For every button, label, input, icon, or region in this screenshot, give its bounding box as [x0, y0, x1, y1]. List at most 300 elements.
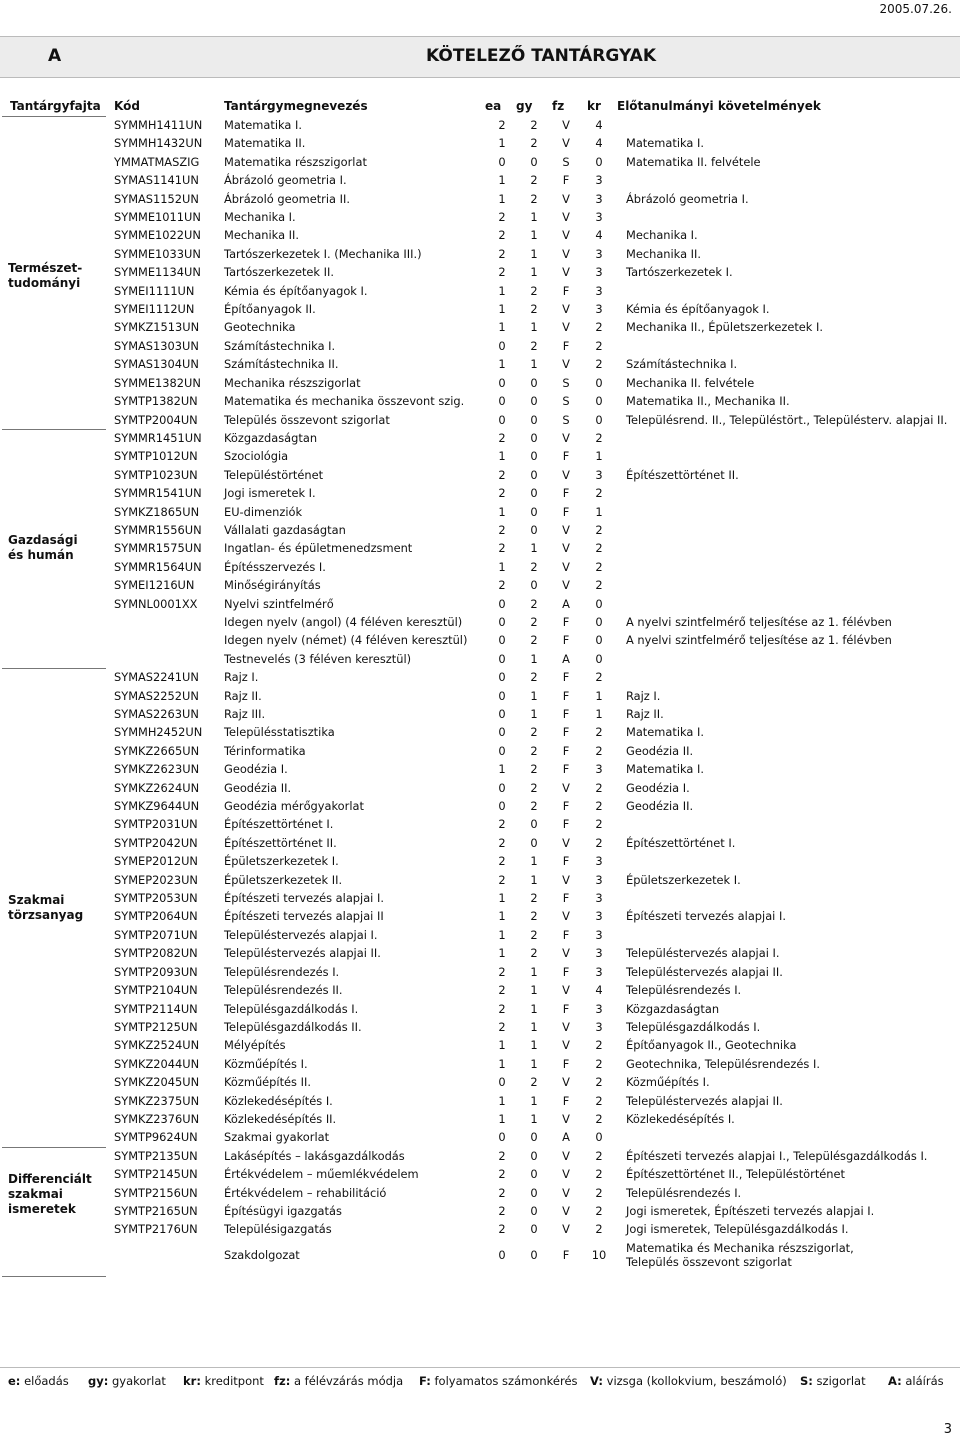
group-szakmai-torzsanyag — [2, 668, 106, 1148]
table-row — [110, 1165, 951, 1183]
cell-gy: 0 — [530, 1247, 538, 1262]
table-row — [110, 374, 951, 392]
cell-fz: F — [562, 670, 570, 685]
cell-pre: Rajz II. — [626, 707, 664, 721]
cell-ea: 2 — [498, 854, 506, 869]
table-row — [110, 429, 951, 447]
cell-fz: S — [562, 375, 570, 390]
table-row — [110, 1202, 951, 1220]
cell-ea: 1 — [498, 302, 506, 317]
cell-pre — [616, 171, 951, 189]
cell-gy: 0 — [530, 1130, 538, 1145]
cell-kr: 3 — [595, 265, 603, 280]
table-row — [110, 300, 951, 318]
table-row — [110, 1018, 951, 1036]
cell-kr: 2 — [595, 835, 603, 850]
cell-ea: 2 — [498, 1148, 506, 1163]
legend-item: S: szigorlat — [800, 1374, 866, 1388]
cell-ea: 1 — [498, 927, 506, 942]
table-row — [110, 447, 951, 465]
cell-kr: 0 — [595, 651, 603, 666]
cell-code: SYMMH2452UN — [114, 725, 203, 740]
cell-ea: 0 — [498, 670, 506, 685]
cell-fz: V — [562, 541, 570, 556]
cell-pre: Matematika és Mechanika részszigorlat, Település összevont szigorlat — [626, 1240, 854, 1269]
cell-name: Közműépítés II. — [224, 1075, 311, 1090]
cell-fz: V — [562, 1167, 570, 1182]
cell-code: SYMEP2012UN — [114, 854, 198, 869]
group-termeszettudomanyi — [2, 116, 106, 430]
cell-gy: 0 — [530, 1167, 538, 1182]
group-gazdasagi-humán — [2, 429, 106, 669]
cell-ea: 2 — [498, 817, 506, 832]
cell-kr: 0 — [595, 614, 603, 629]
cell-code: SYMMH1432UN — [114, 136, 203, 151]
cell-gy: 0 — [530, 578, 538, 593]
cell-name: Mechanika I. — [224, 210, 296, 225]
cell-ea: 1 — [498, 891, 506, 906]
cell-name: Rajz III. — [224, 707, 266, 721]
cell-gy: 0 — [530, 835, 538, 850]
cell-ea: 0 — [498, 651, 506, 666]
cell-ea: 1 — [498, 191, 506, 206]
cell-ea: 1 — [498, 449, 506, 464]
cell-pre: Településtervezés alapjai I. — [626, 946, 780, 961]
group-differencialt — [2, 1147, 106, 1277]
cell-gy: 2 — [530, 559, 538, 574]
cell-pre: Mechanika I. — [626, 228, 698, 243]
cell-name: Településrendezés II. — [224, 983, 343, 998]
cell-code: SYMMH1411UN — [114, 118, 203, 132]
cell-code: YMMATMASZIG — [114, 154, 200, 169]
cell-kr: 0 — [595, 154, 603, 169]
cell-gy: 0 — [530, 154, 538, 169]
cell-ea: 2 — [498, 265, 506, 280]
cell-code: SYMMR1556UN — [114, 522, 202, 537]
cell-gy: 1 — [530, 872, 538, 887]
table-row — [110, 889, 951, 907]
cell-gy: 1 — [530, 964, 538, 979]
cell-ea: 2 — [498, 835, 506, 850]
table-row — [110, 1110, 951, 1128]
table-row — [110, 355, 951, 373]
table-row — [110, 1239, 951, 1271]
table-row — [110, 852, 951, 870]
cell-name: Közlekedésépítés I. — [224, 1093, 333, 1108]
page-number: 3 — [943, 1422, 952, 1437]
cell-kr: 1 — [595, 707, 603, 721]
cell-kr: 3 — [595, 191, 603, 206]
cell-name: Településigazgatás — [224, 1222, 332, 1237]
cell-ea: 2 — [498, 872, 506, 887]
cell-name: Mechanika II. — [224, 228, 300, 243]
cell-kr: 2 — [595, 1111, 603, 1126]
cell-fz: F — [562, 173, 570, 188]
cell-pre: Mechanika II. — [626, 246, 702, 261]
cell-gy: 2 — [530, 891, 538, 906]
cell-ea: 1 — [498, 173, 506, 188]
cell-gy: 0 — [530, 1185, 538, 1200]
cell-ea: 2 — [498, 1203, 506, 1218]
cell-ea: 0 — [498, 688, 506, 703]
cell-ea: 0 — [498, 633, 506, 648]
cell-gy: 2 — [530, 633, 538, 648]
cell-fz: V — [562, 1185, 570, 1200]
cell-code: SYMKZ2624UN — [114, 780, 200, 795]
cell-gy: 0 — [530, 486, 538, 501]
cell-kr: 2 — [595, 1148, 603, 1163]
cell-pre: A nyelvi szintfelmérő teljesítése az 1. félévben — [626, 633, 892, 648]
cell-ea: 0 — [498, 725, 506, 740]
cell-fz: V — [562, 136, 570, 151]
cell-name: Geodézia II. — [224, 780, 292, 795]
cell-pre — [616, 852, 951, 870]
cell-fz: F — [562, 927, 570, 942]
group-label: Gazdasági és humán — [8, 533, 78, 562]
cell-pre: Rajz I. — [626, 688, 661, 703]
cell-kr: 2 — [595, 743, 603, 758]
cell-code: SYMKZ2375UN — [114, 1093, 200, 1108]
cell-gy: 1 — [530, 854, 538, 869]
cell-kr: 2 — [595, 320, 603, 335]
cell-code: SYMAS1141UN — [114, 173, 199, 188]
table-row — [110, 411, 951, 429]
table-row — [110, 558, 951, 576]
cell-kr: 2 — [595, 1093, 603, 1108]
cell-code: SYMEP2023UN — [114, 872, 198, 887]
cell-code: SYMTP1012UN — [114, 449, 198, 464]
cell-kr: 2 — [595, 1075, 603, 1090]
cell-gy: 2 — [530, 725, 538, 740]
cell-kr: 2 — [595, 817, 603, 832]
cell-name: Ábrázoló geometria I. — [224, 173, 347, 188]
cell-fz: F — [562, 614, 570, 629]
cell-pre: Geodézia I. — [626, 780, 690, 795]
title-bar — [0, 36, 960, 78]
cell-ea: 2 — [498, 1001, 506, 1016]
cell-fz: V — [562, 228, 570, 243]
cell-ea: 2 — [498, 228, 506, 243]
cell-ea: 1 — [498, 504, 506, 519]
cell-pre — [616, 282, 951, 300]
cell-pre: Építészeti tervezés alapjai I. — [626, 909, 786, 924]
cell-ea: 1 — [498, 283, 506, 298]
cell-pre: Jogi ismeretek, Településgazdálkodás I. — [626, 1222, 849, 1237]
cell-gy: 1 — [530, 707, 538, 721]
cell-fz: S — [562, 412, 570, 427]
cell-fz: V — [562, 1222, 570, 1237]
table-row — [110, 153, 951, 171]
cell-name: Matematika részszigorlat — [224, 154, 367, 169]
cell-fz: V — [562, 983, 570, 998]
cell-kr: 2 — [595, 559, 603, 574]
cell-name: Építészettörténet I. — [224, 817, 334, 832]
cell-kr: 0 — [595, 633, 603, 648]
cell-name: Településtervezés alapjai II. — [224, 946, 381, 961]
cell-name: Nyelvi szintfelmérő — [224, 596, 334, 611]
cell-code: SYMKZ1865UN — [114, 504, 200, 519]
cell-fz: F — [562, 1247, 570, 1262]
cell-code: SYMKZ2044UN — [114, 1056, 200, 1071]
cell-fz: F — [562, 1001, 570, 1016]
header-kod: Kód — [114, 99, 140, 113]
cell-code: SYMTP2042UN — [114, 835, 198, 850]
cell-fz: F — [562, 688, 570, 703]
table-row — [110, 1000, 951, 1018]
cell-fz: V — [562, 1038, 570, 1053]
cell-code: SYMME1134UN — [114, 265, 201, 280]
cell-gy: 2 — [530, 118, 538, 132]
cell-code: SYMAS1304UN — [114, 357, 199, 372]
cell-kr: 3 — [595, 467, 603, 482]
table-row — [110, 282, 951, 300]
cell-pre: Matematika II., Mechanika II. — [626, 394, 790, 409]
cell-fz: F — [562, 486, 570, 501]
cell-code: SYMMR1564UN — [114, 559, 202, 574]
cell-code: SYMTP2165UN — [114, 1203, 198, 1218]
cell-kr: 2 — [595, 357, 603, 372]
cell-kr: 0 — [595, 394, 603, 409]
table-row — [110, 1128, 951, 1146]
table-row — [110, 779, 951, 797]
cell-code: SYMKZ2524UN — [114, 1038, 200, 1053]
table-row — [110, 1036, 951, 1054]
header-fz: fz — [552, 99, 565, 113]
table-row — [110, 190, 951, 208]
cell-kr: 2 — [595, 1222, 603, 1237]
cell-gy: 0 — [530, 1222, 538, 1237]
cell-gy: 2 — [530, 909, 538, 924]
cell-pre — [616, 521, 951, 539]
cell-kr: 3 — [595, 872, 603, 887]
cell-pre: Építészettörténet I. — [626, 835, 736, 850]
cell-gy: 0 — [530, 394, 538, 409]
cell-gy: 2 — [530, 596, 538, 611]
cell-pre — [616, 668, 951, 686]
header-elo: Előtanulmányi követelmények — [617, 99, 821, 113]
cell-code: SYMAS2241UN — [114, 670, 199, 685]
cell-gy: 1 — [530, 1111, 538, 1126]
document-date: 2005.07.26. — [879, 2, 952, 16]
cell-name: Tartószerkezetek I. (Mechanika III.) — [224, 246, 422, 261]
cell-fz: V — [562, 578, 570, 593]
cell-kr: 1 — [595, 688, 603, 703]
table-row — [110, 834, 951, 852]
cell-gy: 1 — [530, 983, 538, 998]
cell-name: Épületszerkezetek I. — [224, 854, 339, 869]
cell-fz: F — [562, 707, 570, 721]
table-row — [110, 742, 951, 760]
course-table — [110, 116, 951, 1271]
cell-code — [110, 650, 220, 668]
group-label: Természet- tudományi — [8, 261, 83, 290]
cell-pre — [616, 539, 951, 557]
cell-pre — [616, 337, 951, 355]
cell-ea: 0 — [498, 1075, 506, 1090]
cell-fz: A — [562, 1130, 570, 1145]
cell-pre: Matematika II. felvétele — [626, 154, 761, 169]
cell-kr: 3 — [595, 173, 603, 188]
cell-pre: Ábrázoló geometria I. — [626, 191, 749, 206]
cell-ea: 2 — [498, 522, 506, 537]
cell-pre — [616, 815, 951, 833]
table-row — [110, 944, 951, 962]
group-label: Differenciált szakmai ismeretek — [8, 1172, 92, 1216]
cell-ea: 1 — [498, 762, 506, 777]
cell-kr: 0 — [595, 412, 603, 427]
cell-pre — [616, 650, 951, 668]
cell-pre: Matematika I. — [626, 136, 704, 151]
cell-fz: V — [562, 522, 570, 537]
cell-name: Minőségirányítás — [224, 578, 321, 593]
cell-kr: 4 — [595, 983, 603, 998]
cell-kr: 2 — [595, 725, 603, 740]
cell-pre: Épületszerkezetek I. — [626, 872, 741, 887]
cell-kr: 2 — [595, 338, 603, 353]
cell-kr: 0 — [595, 596, 603, 611]
table-row — [110, 1147, 951, 1165]
cell-kr: 1 — [595, 504, 603, 519]
cell-name: Értékvédelem – rehabilitáció — [224, 1185, 387, 1200]
cell-pre: Közgazdaságtan — [626, 1001, 720, 1016]
cell-ea: 0 — [498, 154, 506, 169]
cell-gy: 2 — [530, 670, 538, 685]
cell-code: SYMAS1152UN — [114, 191, 199, 206]
table-row — [110, 337, 951, 355]
cell-kr: 2 — [595, 430, 603, 445]
cell-fz: F — [562, 1056, 570, 1071]
cell-code: SYMMR1541UN — [114, 486, 202, 501]
cell-name: Matematika és mechanika összevont szig. — [224, 394, 465, 409]
cell-fz: F — [562, 762, 570, 777]
cell-pre — [616, 576, 951, 594]
cell-gy: 2 — [530, 614, 538, 629]
cell-gy: 1 — [530, 228, 538, 243]
cell-code: SYMTP2104UN — [114, 983, 198, 998]
cell-name: Építőanyagok II. — [224, 302, 316, 317]
cell-code: SYMEI1111UN — [114, 283, 195, 298]
cell-ea: 1 — [498, 909, 506, 924]
cell-name: Testnevelés (3 féléven keresztül) — [224, 651, 412, 666]
cell-ea: 0 — [498, 596, 506, 611]
header-kr: kr — [587, 99, 601, 113]
cell-name: Számítástechnika II. — [224, 357, 339, 372]
cell-gy: 1 — [530, 1093, 538, 1108]
cell-pre: Mechanika II. felvétele — [626, 375, 755, 390]
table-row — [110, 466, 951, 484]
cell-name: Mélyépítés — [224, 1038, 286, 1053]
cell-name: Szakdolgozat — [224, 1247, 300, 1262]
cell-ea: 1 — [498, 1056, 506, 1071]
cell-ea: 2 — [498, 246, 506, 261]
cell-fz: V — [562, 357, 570, 372]
cell-kr: 3 — [595, 891, 603, 906]
cell-ea: 2 — [498, 1167, 506, 1182]
cell-pre: Településrend. II., Településtört., Településterv. alapjai II. — [626, 412, 948, 427]
table-row — [110, 668, 951, 686]
cell-pre: Építőanyagok II., Geotechnika — [626, 1038, 797, 1053]
cell-gy: 0 — [530, 430, 538, 445]
cell-kr: 3 — [595, 964, 603, 979]
legend-item: V: vizsga (kollokvium, beszámoló) — [590, 1374, 787, 1388]
cell-code: SYMTP2004UN — [114, 412, 198, 427]
table-row — [110, 926, 951, 944]
cell-code — [110, 613, 220, 631]
cell-name: Építésügyi igazgatás — [224, 1203, 342, 1218]
cell-fz: F — [562, 725, 570, 740]
cell-ea: 2 — [498, 430, 506, 445]
cell-ea: 2 — [498, 467, 506, 482]
header-tipus: Tantárgyfajta — [10, 99, 101, 113]
cell-gy: 1 — [530, 265, 538, 280]
cell-gy: 1 — [530, 246, 538, 261]
cell-ea: 1 — [498, 1093, 506, 1108]
cell-ea: 2 — [498, 118, 506, 132]
table-row — [110, 815, 951, 833]
table-row — [110, 1092, 951, 1110]
cell-code: SYMTP1382UN — [114, 394, 198, 409]
legend-item: e: előadás — [8, 1374, 69, 1388]
cell-pre — [616, 889, 951, 907]
cell-pre — [616, 484, 951, 502]
cell-name: Építészettörténet II. — [224, 835, 337, 850]
cell-pre: Tartószerkezetek I. — [626, 265, 733, 280]
cell-pre: Geotechnika, Településrendezés I. — [626, 1056, 820, 1071]
table-row — [110, 208, 951, 226]
cell-code: SYMMR1575UN — [114, 541, 202, 556]
cell-gy: 2 — [530, 743, 538, 758]
cell-name: Térinformatika — [224, 743, 306, 758]
legend-item: fz: a félévzárás módja — [274, 1374, 404, 1388]
cell-pre: Településtervezés alapjai II. — [626, 1093, 783, 1108]
cell-fz: F — [562, 633, 570, 648]
cell-fz: V — [562, 320, 570, 335]
cell-name: Jogi ismeretek I. — [224, 486, 316, 501]
cell-fz: S — [562, 154, 570, 169]
cell-fz: F — [562, 1093, 570, 1108]
cell-gy: 1 — [530, 320, 538, 335]
cell-pre: Közlekedésépítés I. — [626, 1111, 735, 1126]
cell-kr: 4 — [595, 228, 603, 243]
cell-code: SYMTP2156UN — [114, 1185, 198, 1200]
cell-code: SYMTP2093UN — [114, 964, 198, 979]
cell-gy: 2 — [530, 762, 538, 777]
cell-gy: 0 — [530, 504, 538, 519]
cell-ea: 2 — [498, 1185, 506, 1200]
table-row — [110, 484, 951, 502]
cell-code: SYMME1033UN — [114, 246, 201, 261]
cell-name: Településgazdálkodás I. — [224, 1001, 359, 1016]
table-row — [110, 1073, 951, 1091]
legend-item: kr: kreditpont — [183, 1374, 264, 1388]
cell-fz: A — [562, 651, 570, 666]
cell-fz: V — [562, 1075, 570, 1090]
cell-name: Közműépítés I. — [224, 1056, 308, 1071]
table-row — [110, 116, 951, 134]
cell-code: SYMTP9624UN — [114, 1130, 198, 1145]
table-row — [110, 981, 951, 999]
cell-fz: F — [562, 283, 570, 298]
cell-fz: V — [562, 1111, 570, 1126]
cell-name: Ábrázoló geometria II. — [224, 191, 350, 206]
cell-name: Szakmai gyakorlat — [224, 1130, 330, 1145]
table-row — [110, 521, 951, 539]
cell-ea: 2 — [498, 983, 506, 998]
cell-gy: 0 — [530, 1203, 538, 1218]
cell-fz: V — [562, 246, 570, 261]
cell-fz: F — [562, 799, 570, 814]
table-row — [110, 871, 951, 889]
